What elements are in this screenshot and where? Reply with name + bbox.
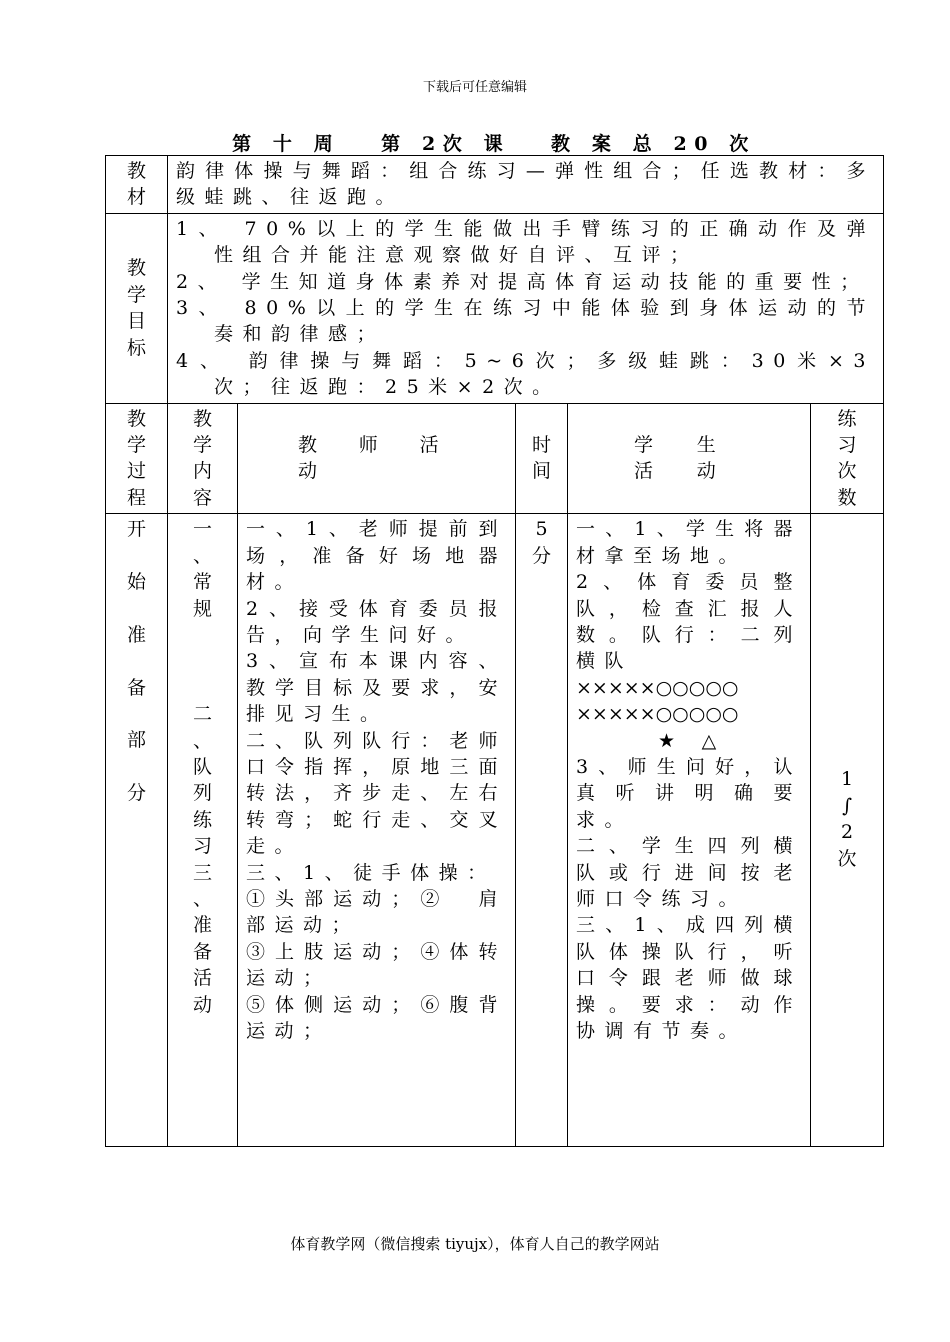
- header-teacher: 教师活动: [238, 403, 516, 514]
- teacher-step: ①头部运动；② 肩部运动；: [246, 887, 507, 937]
- teacher-step: ⑤体侧运动；⑥腹背运动；: [246, 993, 507, 1042]
- material-text: 韵律体操与舞蹈：组合练习—弹性组合；任选教材：多级蛙跳、往返跑。: [168, 156, 884, 214]
- objectives-list: [168, 213, 884, 403]
- student-step: 三、1、成四列横队体操队行，听口令跟老师做球操。要求：动作协调有节奏。: [576, 914, 802, 1042]
- process-header-row: [106, 403, 884, 514]
- header-content: 教 学 内 容: [168, 403, 238, 514]
- footer-note: 体育教学网（微信搜索 tiyujx），体育人自己的教学网站: [290, 1235, 660, 1253]
- objective-item: 2、 学生知道身体素养对提高体育运动技能的重要性；: [176, 270, 869, 293]
- teacher-step: 2、接受体育委员报告，向学生问好。: [246, 597, 507, 646]
- header-count: 练 习 次 数: [811, 403, 884, 514]
- objectives-row: [106, 213, 884, 403]
- objective-item: 4、 韵律操与舞蹈：5~6次；多级蛙跳：30米×3次；往返跑：25米×2次。: [176, 349, 876, 399]
- stage-label: 开 始 准 备 部 分: [106, 514, 168, 1147]
- formation-teacher-marks: ★ △: [657, 729, 721, 752]
- content-item-drill: 二: [192, 703, 212, 726]
- lesson-title: 第 十 周 第 2次 课 教 案 总 20 次: [232, 133, 756, 155]
- formation-row: ×××××○○○○○: [576, 703, 739, 726]
- teacher-step: 二、队列队行：老师口令指挥，原地三面转法，齐步走、左右转弯；蛇行走、交叉走。: [246, 729, 507, 858]
- student-step: 二、学生四列横队或行进间按老师口令练习。: [576, 835, 802, 910]
- header-time: 时 间: [516, 403, 568, 514]
- objective-item: 3、 80%以上的学生在练习中能体验到身体运动的节奏和韵律感；: [176, 297, 876, 346]
- header-note: 下载后可任意编辑: [422, 80, 527, 95]
- warmup-row: [106, 514, 884, 1147]
- header-process: 教 学 过 程: [106, 403, 168, 514]
- material-row: [106, 156, 884, 214]
- material-label: 教 材: [106, 156, 168, 214]
- student-step: 3、师生问好，认真听讲明确要求。: [576, 755, 802, 831]
- teacher-step: 一、1、老师提前到场，准备好场地器材。: [246, 518, 507, 594]
- teacher-step: ③上肢运动；④体转运动；: [246, 940, 507, 990]
- lesson-plan-table: [105, 155, 884, 1147]
- teacher-activity: [238, 514, 516, 1147]
- content-item-routine: 一: [192, 518, 212, 541]
- student-step: 2、体育委员整队，检查汇报人数。队行：二列横队: [576, 571, 802, 673]
- teacher-step: 三、1、徒手体操：: [246, 861, 496, 884]
- teacher-step: 3、宣布本课内容、教学目标及要求，安排见习生。: [246, 650, 507, 726]
- student-activity: [568, 514, 811, 1147]
- objective-item: 1、 70%以上的学生能做出手臂练习的正确动作及弹性组合并能注意观察做好自评、互评；: [176, 217, 876, 267]
- objectives-label: 教 学 目 标: [106, 213, 168, 403]
- header-student: 学生活动: [568, 403, 811, 514]
- practice-count: 1 ∫ 2 次: [811, 514, 884, 1147]
- formation-row: ×××××○○○○○: [576, 676, 739, 699]
- student-step: 一、1、学生将器材拿至场地。: [576, 518, 802, 567]
- time-cell: 5 分: [516, 514, 568, 1147]
- content-items: 一 、 常 规 二 、 队 列 练 习 三 、 准 备 活 动: [168, 514, 238, 1147]
